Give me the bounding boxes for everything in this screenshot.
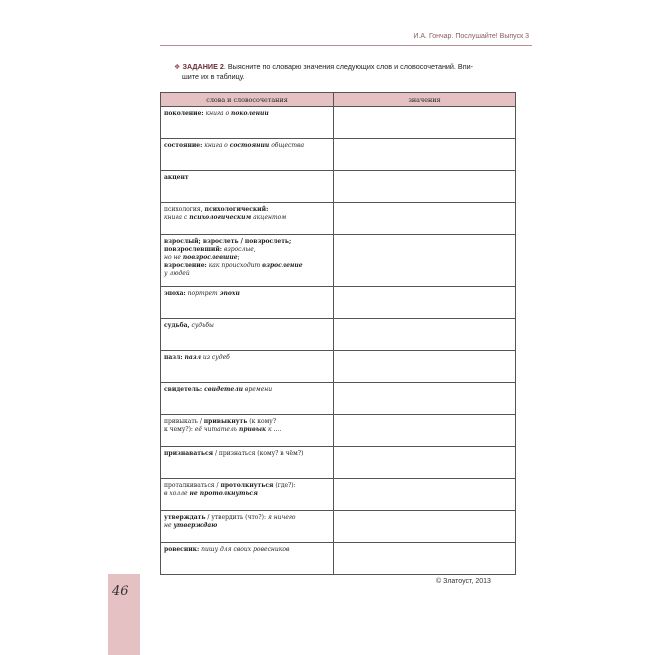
header-rule [160,45,532,46]
meaning-cell[interactable] [334,139,516,171]
task-label: ЗАДАНИЕ 2 [182,62,224,71]
table-row [161,235,516,287]
meaning-cell[interactable] [334,235,516,287]
table-row [161,319,516,351]
table-row [161,203,516,235]
table-row [161,415,516,447]
table-row [161,543,516,575]
word-cell: судьба, судьбы [161,319,334,351]
table-row [161,479,516,511]
word-cell: пазл: пазл из судеб [161,351,334,383]
meaning-cell[interactable] [334,171,516,203]
meaning-cell[interactable] [334,319,516,351]
word-cell: психология, психологический: книга с психологическим акцентом [161,203,334,235]
word-cell: акцент [161,171,334,203]
meaning-cell[interactable] [334,447,516,479]
table-row [161,171,516,203]
word-cell: проталкиваться / протолкнуться (где?): в холле не протолкнуться [161,479,334,511]
word-cell: эпоха: портрет эпохи [161,287,334,319]
meaning-cell[interactable] [334,351,516,383]
running-header: И.А. Гончар. Послушайте! Выпуск 3 [413,33,529,40]
table-row [161,511,516,543]
word-cell: взрослый; взрослеть / повзрослеть; повзрослевший: взрослые, но не повзрослевшие; взросление: как происходит взросление у людей [161,235,334,287]
table-row [161,287,516,319]
column-header-words: слова и словосочетания [161,93,334,107]
word-cell: утверждать / утвердить (что?): я ничего не утверждаю [161,511,334,543]
word-cell: свидетель: свидетели времени [161,383,334,415]
table-row [161,447,516,479]
copyright-notice: © Златоуст, 2013 [436,578,491,585]
task-text-line2: шите их в таблицу. [182,72,245,81]
meaning-cell[interactable] [334,415,516,447]
column-header-meanings: значения [334,93,516,107]
table-row [161,383,516,415]
word-cell: привыкать / привыкнуть (к кому? к чему?): её читатель привык к …. [161,415,334,447]
table-row [161,107,516,139]
word-cell: признаваться / признаться (кому? в чём?) [161,447,334,479]
vocabulary-table [160,92,516,575]
meaning-cell[interactable] [334,203,516,235]
word-cell: поколение: книга о поколении [161,107,334,139]
task-instruction [160,62,532,82]
word-cell: ровесник: пишу для своих ровесников [161,543,334,575]
meaning-cell[interactable] [334,479,516,511]
word-cell: состояние: книга о состоянии общества [161,139,334,171]
meaning-cell[interactable] [334,511,516,543]
meaning-cell[interactable] [334,383,516,415]
task-text-line1: . Выясните по словарю значения следующих слов и словосочетаний. Впи- [223,62,474,71]
meaning-cell[interactable] [334,287,516,319]
diamond-bullet-icon: ❖ [174,62,181,71]
table-row [161,139,516,171]
page-number: 46 [112,584,129,599]
meaning-cell[interactable] [334,107,516,139]
meaning-cell[interactable] [334,543,516,575]
table-row [161,351,516,383]
